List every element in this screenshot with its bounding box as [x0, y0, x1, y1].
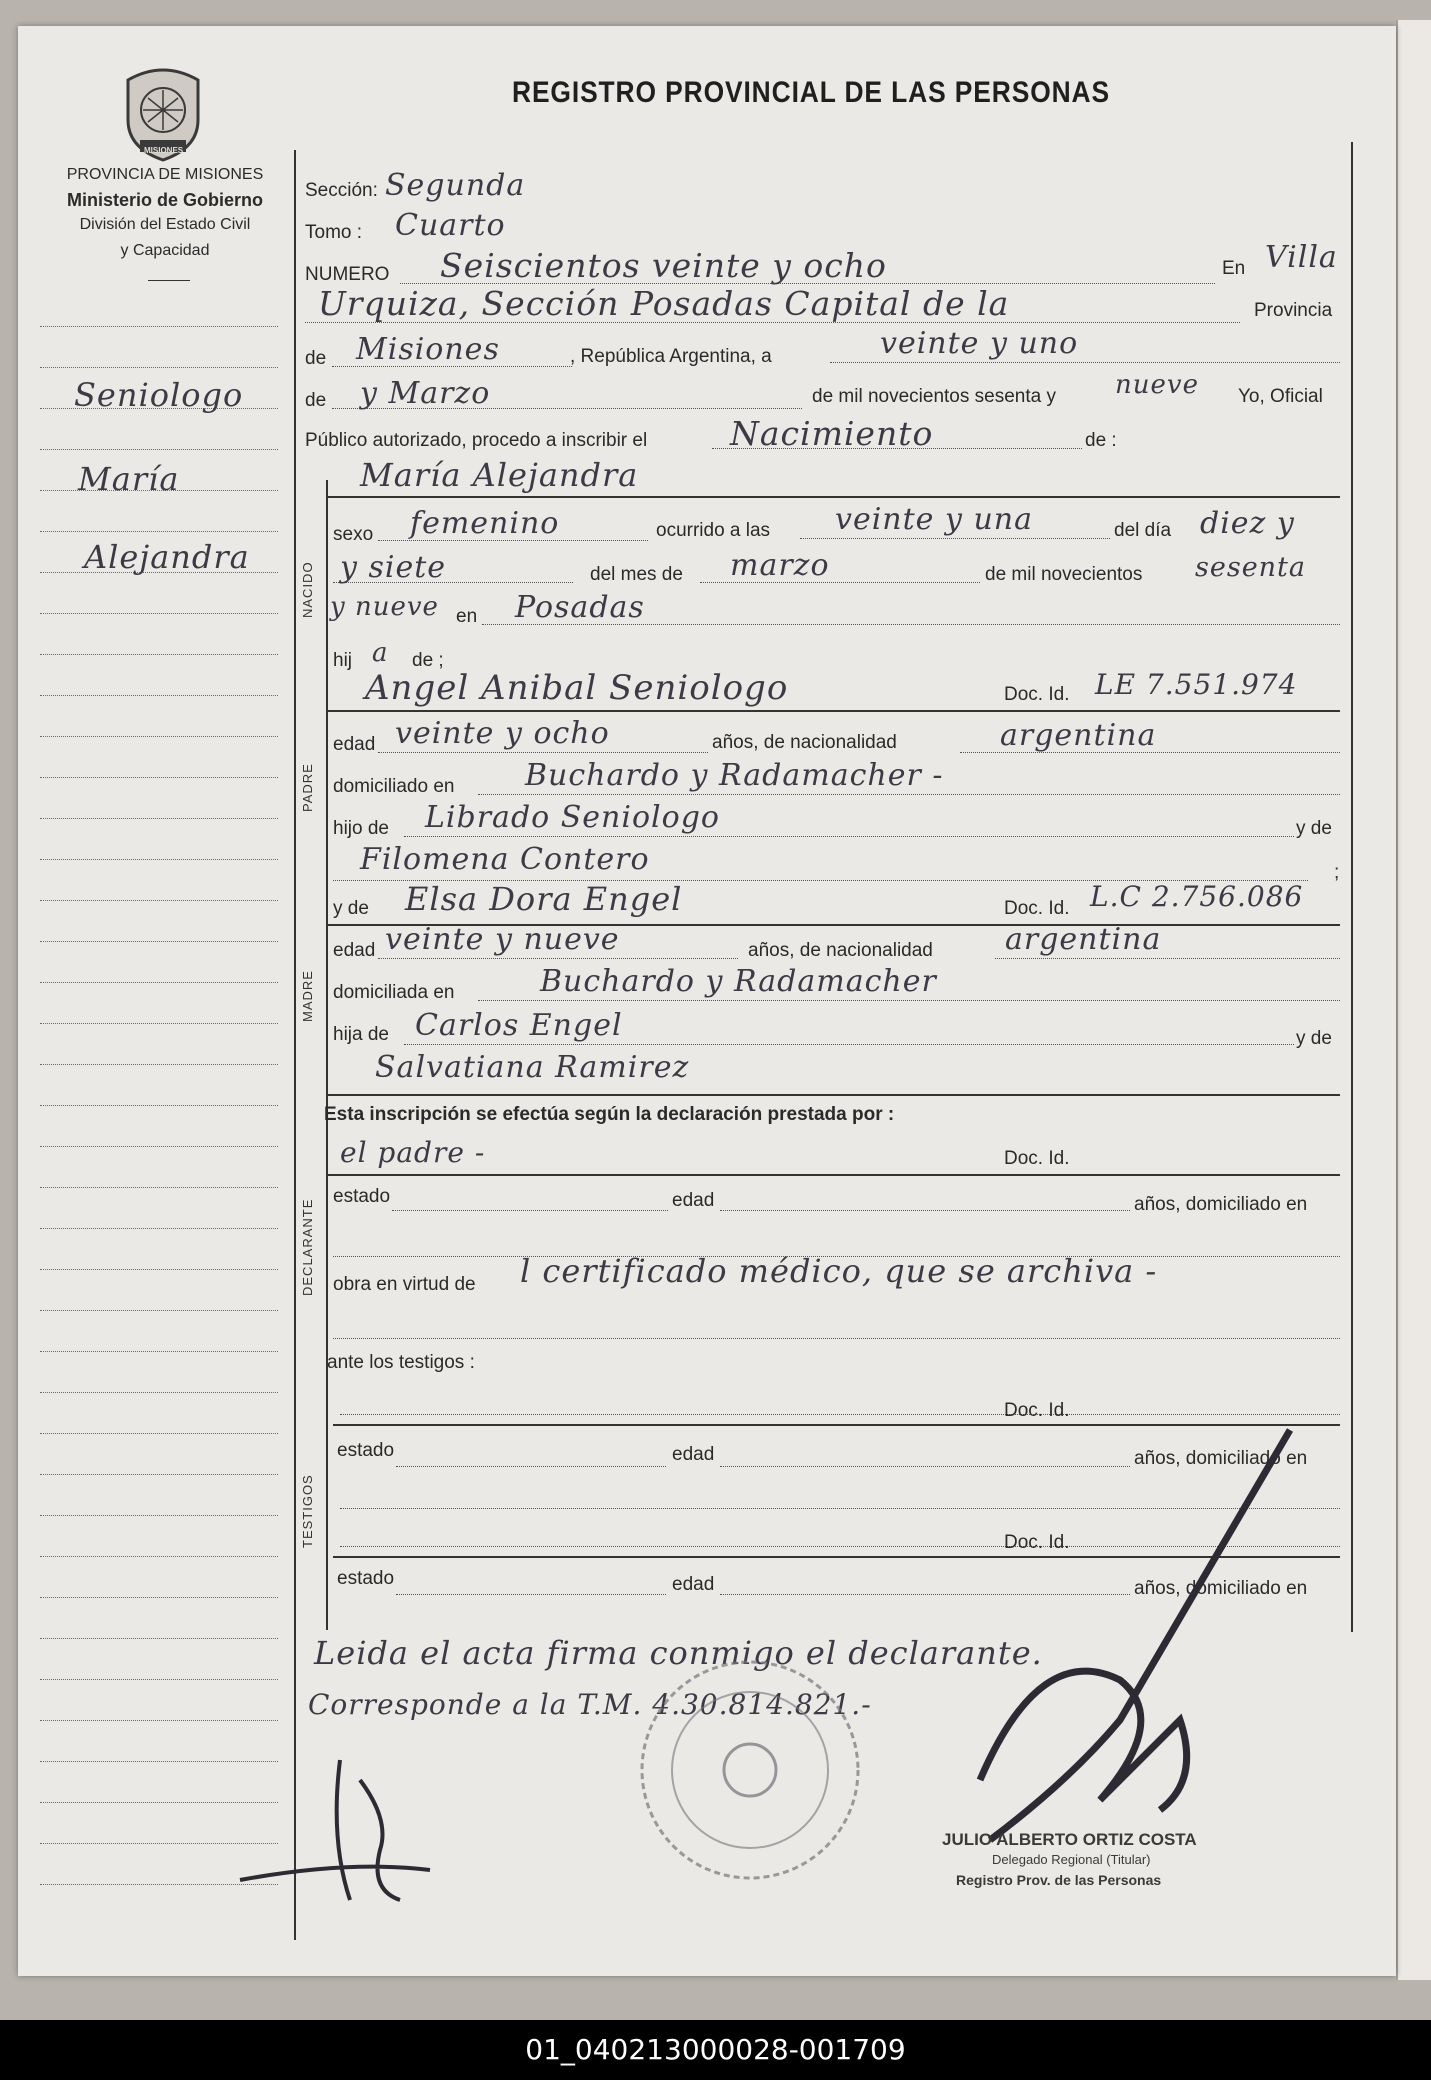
padre-edad-value: veinte y ocho [395, 716, 610, 751]
capacity-heading: y Capacidad [120, 242, 210, 259]
madre-edad-value: veinte y nueve [385, 922, 620, 957]
padre-top-line [326, 710, 1340, 712]
del-dia-label: del día [1114, 520, 1172, 541]
padre-doc-value: LE 7.551.974 [1095, 668, 1298, 701]
division-heading: División del Estado Civil [79, 216, 251, 233]
hij-suffix: a [372, 638, 389, 668]
declarante-top-line [326, 1174, 1340, 1176]
hora-value: veinte y una [835, 502, 1033, 537]
declarante-value: el padre - [340, 1136, 486, 1169]
declarante-estado-label: estado [333, 1186, 391, 1207]
madre-nombre-value: Elsa Dora Engel [405, 880, 683, 918]
madre-nac-value: argentina [1005, 922, 1162, 957]
ante-label: ante los testigos : [327, 1352, 475, 1373]
delegate-signature-icon [950, 1420, 1310, 1870]
mes-nac-value: marzo [730, 548, 830, 583]
padre-nombre-value: Angel Anibal Seniologo [365, 668, 789, 708]
seccion-label: Sección: [305, 180, 378, 201]
main-frame-right [1351, 142, 1353, 1632]
abuelo-p-line [404, 836, 1294, 837]
padre-y-de-label: y de [1296, 818, 1332, 839]
madre-dom-line [478, 1000, 1340, 1001]
anio-reg-value: nueve [1115, 370, 1199, 400]
sexo-value: femenino [410, 506, 560, 541]
abuelo-m-line [404, 1044, 1294, 1045]
madre-bottom-line [326, 1094, 1340, 1096]
section-frame-left [326, 480, 328, 1630]
testigo1-anios-label: años, domiciliado en [1134, 1448, 1308, 1469]
testigo2-estado-line [396, 1594, 666, 1595]
testigo1-doc-label: Doc. Id. [1004, 1400, 1070, 1421]
provincia-value: Misiones [356, 332, 500, 367]
madre-edad-line [378, 958, 738, 959]
abuela-p-value: Filomena Contero [360, 842, 650, 877]
en-lugar-label: en [456, 606, 478, 627]
testigo2-edad-label: edad [672, 1574, 715, 1595]
en-label: En [1222, 258, 1246, 279]
padre-anios-label: años, de nacionalidad [712, 732, 897, 753]
main-frame-left [294, 150, 296, 1940]
anio-nac-value: sesenta [1195, 552, 1307, 583]
sexo-label: sexo [333, 524, 374, 545]
testigos-label: TESTIGOS [300, 1474, 315, 1548]
nombre-value: María Alejandra [360, 456, 639, 494]
madre-label: MADRE [300, 970, 315, 1022]
tomo-label: Tomo : [305, 222, 363, 243]
document-id: 01_040213000028-001709 [525, 2033, 906, 2066]
declarante-anios-label: años, domiciliado en [1134, 1194, 1308, 1215]
en-value: Villa [1265, 240, 1338, 275]
declarante-edad-line [720, 1210, 1130, 1211]
de-colon-label: de : [1085, 430, 1117, 451]
hijo-de-label: hijo de [333, 818, 389, 839]
declarante-doc-label: Doc. Id. [1004, 1148, 1070, 1169]
obra-value: l certificado médico, que se archiva - [520, 1252, 1158, 1290]
testigo1-estado-label: estado [337, 1440, 395, 1461]
acto-value: Nacimiento [730, 414, 934, 453]
obra-line-2 [333, 1338, 1340, 1339]
hija-de-label: hija de [333, 1024, 389, 1045]
padre-dom-value: Buchardo y Radamacher - [525, 758, 944, 793]
provincia-label: Provincia [1254, 300, 1333, 321]
numero-label: NUMERO [305, 264, 390, 285]
dia-reg-line [830, 362, 1340, 363]
declarante-label: DECLARANTE [300, 1198, 315, 1296]
stamp-name: JULIO ALBERTO ORTIZ COSTA [942, 1830, 1197, 1849]
margin-name2: Alejandra [84, 538, 250, 576]
page-title: REGISTRO PROVINCIAL DE LAS PERSONAS [512, 76, 1110, 109]
del-mes-label: del mes de [590, 564, 683, 585]
dia-nac-value: diez y [1200, 506, 1295, 541]
margin-surname: Seniologo [74, 376, 244, 414]
mes-reg-value: y Marzo [360, 376, 491, 411]
testigo2-estado-label: estado [337, 1568, 395, 1589]
padre-label: PADRE [300, 763, 315, 812]
madre-y-de-label: y de [333, 898, 369, 919]
abuela-m-value: Salvatiana Ramirez [375, 1050, 690, 1085]
seccion-value: Segunda [385, 168, 526, 203]
madre-anios-label: años, de nacionalidad [748, 940, 933, 961]
madre-edad-label: edad [333, 940, 376, 961]
nacido-top-line [326, 496, 1340, 498]
padre-edad-line [378, 752, 708, 753]
hij-label: hij [333, 650, 353, 671]
nota-1: Leida el acta firma conmigo el declarante. [314, 1634, 1043, 1672]
declarante-edad-label: edad [672, 1190, 715, 1211]
hora-line [800, 538, 1110, 539]
nacido-label: NACIDO [300, 561, 315, 618]
tomo-value: Cuarto [395, 208, 506, 243]
round-stamp-icon [630, 1650, 870, 1890]
padre-nac-value: argentina [1000, 718, 1157, 753]
stamp-office: Registro Prov. de las Personas [956, 1872, 1162, 1888]
testigo1-line [340, 1414, 1340, 1415]
testigo1-edad-label: edad [672, 1444, 715, 1465]
inscripcion-label: Esta inscripción se efectúa según la declaración prestada por : [324, 1104, 895, 1125]
madre-nac-line [995, 958, 1340, 959]
dia-reg-value: veinte y uno [880, 326, 1079, 361]
ministry-heading: Ministerio de Gobierno [66, 190, 263, 210]
madre-dom-value: Buchardo y Radamacher [540, 964, 937, 999]
dia-nac2-value: y siete [340, 550, 447, 585]
stamp-role: Delegado Regional (Titular) [992, 1852, 1151, 1867]
abuelo-m-value: Carlos Engel [415, 1008, 623, 1043]
testigo2-anios-label: años, domiciliado en [1134, 1578, 1308, 1599]
de-semi-label: de ; [412, 650, 444, 671]
de-label-1: de [305, 348, 327, 369]
padre-dom-line [478, 794, 1340, 795]
de-mil-nov-label: de mil novecientos [985, 564, 1143, 585]
official-signature-icon [230, 1730, 470, 1930]
testigo1-estado-line [396, 1466, 666, 1467]
madre-doc-value: L.C 2.756.086 [1090, 880, 1304, 913]
margin-name1: María [78, 460, 180, 498]
nota-2: Corresponde a la T.M. 4.30.814.821.- [308, 1688, 872, 1721]
padre-dom-label: domiciliado en [333, 776, 455, 797]
republica-label: , República Argentina, a [570, 346, 772, 367]
lugar-nac-value: Posadas [515, 590, 645, 625]
madre-doc-label: Doc. Id. [1004, 898, 1070, 919]
de-mil-label: de mil novecientos sesenta y [812, 386, 1056, 407]
heading-underline [148, 280, 190, 281]
province-heading: PROVINCIA DE MISIONES [66, 166, 264, 183]
padre-semicolon: ; [1334, 862, 1340, 883]
padre-doc-label: Doc. Id. [1004, 684, 1070, 705]
anio-nac2-value: y nueve [330, 592, 439, 622]
testigo2-doc-label: Doc. Id. [1004, 1532, 1070, 1553]
crest-label: MISIONES [144, 146, 184, 155]
declarante-estado-line [392, 1210, 668, 1211]
de-label-2: de [305, 390, 327, 411]
numero-value: Seiscientos veinte y ocho [440, 246, 887, 285]
yo-oficial-label: Yo, Oficial [1238, 386, 1323, 407]
madre-y-de-label-2: y de [1296, 1028, 1332, 1049]
lugar-value: Urquiza, Sección Posadas Capital de la [318, 284, 1010, 323]
ocurrido-label: ocurrido a las [656, 520, 771, 541]
madre-dom-label: domiciliada en [333, 982, 455, 1003]
obra-label: obra en virtud de [333, 1274, 476, 1295]
facing-page-edge [1396, 20, 1431, 1980]
padre-edad-label: edad [333, 734, 376, 755]
abuelo-p-value: Librado Seniologo [425, 800, 720, 835]
publico-label: Público autorizado, procedo a inscribir el [305, 430, 648, 451]
